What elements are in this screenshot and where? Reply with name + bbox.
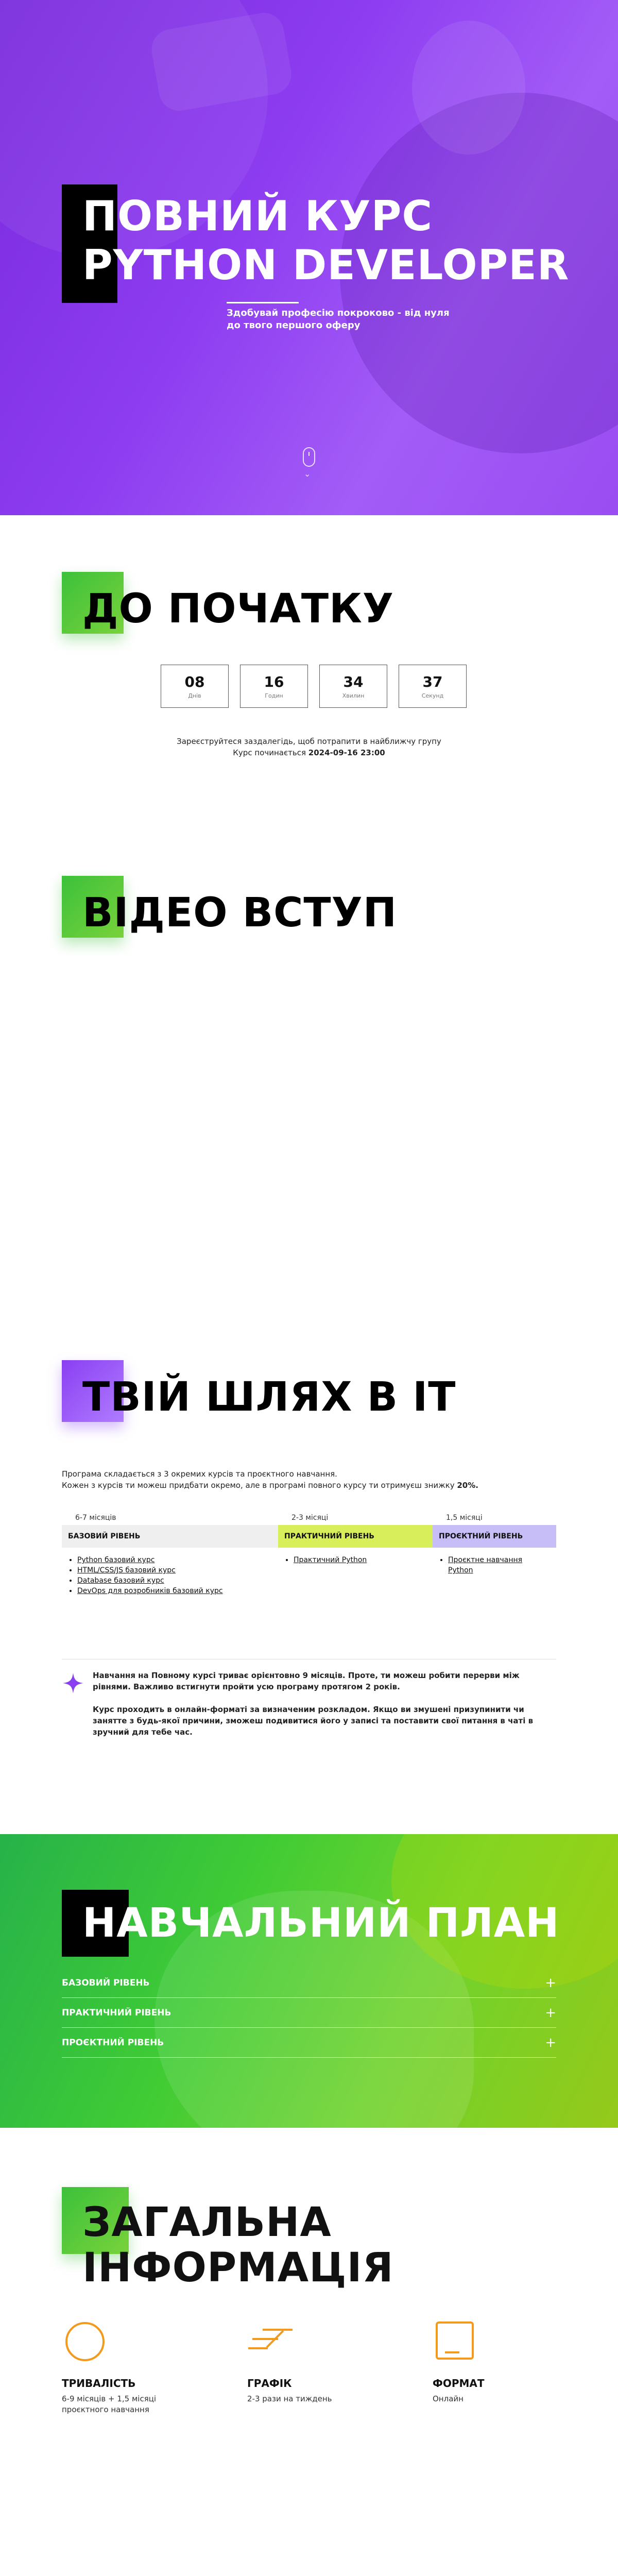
- countdown-hours: [240, 665, 308, 708]
- path-note-paragraph: Навчання на Повному курсі триває орієнтовно 9 місяців. Проте, ти можеш робити перерви між рівнями. Важливо встигнути пройти усю програму протягом 2 років.: [93, 1671, 520, 1691]
- info-title: [82, 2200, 394, 2291]
- duration-basic: 6-7 місяців: [75, 1514, 116, 1522]
- header-basic: БАЗОВИЙ РІВЕНЬ: [62, 1525, 278, 1548]
- hero-title: [82, 192, 597, 290]
- info-name: ФОРМАТ: [433, 2377, 485, 2389]
- hero-divider: [227, 302, 299, 303]
- plan-item-practical[interactable]: [62, 1998, 556, 2028]
- course-link[interactable]: • DevOps для розробників базовий курс: [77, 1586, 278, 1596]
- course-link[interactable]: • Практичний Python: [294, 1555, 433, 1565]
- course-link[interactable]: • Python базовий курс: [77, 1555, 278, 1565]
- path-title: ТВІЙ ШЛЯХ В IT: [82, 1374, 456, 1420]
- plan-item-basic[interactable]: [62, 1968, 556, 1998]
- path-note: [62, 1659, 556, 1749]
- basic-course-list: [62, 1548, 278, 1596]
- plan-item-label: БАЗОВИЙ РІВЕНЬ: [62, 1977, 150, 1988]
- plan-section: [0, 1834, 618, 2128]
- course-link[interactable]: • Проєктне навчання Python: [448, 1555, 525, 1575]
- plan-title: НАВЧАЛЬНИЙ ПЛАН: [82, 1900, 560, 1946]
- header-practical: ПРАКТИЧНИЙ РІВЕНЬ: [278, 1525, 433, 1548]
- info-duration: [62, 2318, 247, 2415]
- sparkle-icon: [62, 1672, 84, 1694]
- path-courses: [62, 1548, 556, 1596]
- countdown-label: Хвилин: [342, 692, 365, 699]
- path-table: [62, 1510, 556, 1596]
- plan-accordion: [62, 1968, 556, 2058]
- schedule-icon: [247, 2318, 294, 2365]
- start-date-prefix: Курс починається: [233, 748, 308, 757]
- countdown-label: Секунд: [421, 692, 444, 699]
- info-columns: [62, 2318, 556, 2415]
- countdown-value: 16: [264, 673, 284, 690]
- project-course-list: [433, 1548, 556, 1596]
- path-headers: [62, 1525, 556, 1548]
- info-name: ГРАФІК: [247, 2377, 292, 2389]
- duration-practical: 2-3 місяці: [291, 1514, 329, 1522]
- path-durations: [62, 1510, 556, 1525]
- hero-section: [0, 0, 618, 515]
- header-project: ПРОЄКТНИЙ РІВЕНЬ: [433, 1525, 556, 1548]
- info-text: Онлайн: [433, 2394, 464, 2403]
- video-player[interactable]: [62, 969, 556, 1340]
- countdown-minutes: [319, 665, 387, 708]
- countdown-value: 37: [422, 673, 443, 690]
- plan-item-label: ПРАКТИЧНИЙ РІВЕНЬ: [62, 2007, 171, 2018]
- info-text: 2-3 рази на тиждень: [247, 2394, 332, 2403]
- chevron-down-icon[interactable]: ⌄: [304, 469, 311, 479]
- plan-item-label: ПРОЄКТНИЙ РІВЕНЬ: [62, 2037, 164, 2048]
- plus-icon[interactable]: +: [545, 2005, 556, 2021]
- countdown-label: Годин: [265, 692, 283, 699]
- discount-value: 20%.: [457, 1481, 478, 1490]
- hero-title-line1: ПОВНИЙ КУРС: [82, 192, 433, 240]
- course-link[interactable]: • Database базовий курс: [77, 1575, 278, 1586]
- info-name: ТРИВАЛІСТЬ: [62, 2377, 136, 2389]
- plan-item-project[interactable]: [62, 2028, 556, 2058]
- video-title: ВІДЕО ВСТУП: [82, 890, 398, 936]
- path-note-paragraph: Курс проходить в онлайн-форматі за визначеним розкладом. Якщо ви змушені призупинити чи занятте з будь-якої причини, зможеш подивитися його у записі та поставити свої питання в чаті в зручний для тебе час.: [93, 1705, 534, 1737]
- countdown-days: [161, 665, 229, 708]
- duration-project: 1,5 місяці: [446, 1514, 483, 1522]
- path-intro: [62, 1468, 556, 1491]
- hero-title-line2: PYTHON DEVELOPER: [82, 241, 570, 289]
- countdown-value: 08: [184, 673, 205, 690]
- path-intro-line: Програма складається з 3 окремих курсів та проєктного навчання.: [62, 1469, 337, 1479]
- practical-course-list: [278, 1548, 433, 1596]
- info-title-line: ЗАГАЛЬНА: [82, 2199, 332, 2246]
- clock-icon: [62, 2318, 108, 2365]
- hero-decor: [412, 21, 525, 155]
- plus-icon[interactable]: +: [545, 2035, 556, 2050]
- path-intro-text: Кожен з курсів ти можеш придбати окремо, але в програмі повного курсу ти отримуєш знижку: [62, 1481, 457, 1490]
- countdown-timer: [161, 665, 467, 708]
- countdown-value: 34: [343, 673, 364, 690]
- hero-subtitle: Здобувай професію покроково - від нуля до твого першого оферу: [227, 308, 450, 331]
- plus-icon[interactable]: +: [545, 1975, 556, 1991]
- start-date: 2024-09-16 23:00: [308, 748, 385, 757]
- countdown-label: Днів: [188, 692, 201, 699]
- info-schedule: [247, 2318, 433, 2415]
- info-title-line: ІНФОРМАЦІЯ: [82, 2245, 394, 2291]
- path-intro-line: [62, 1480, 556, 1491]
- info-format: [433, 2318, 556, 2415]
- registration-note: [0, 736, 618, 758]
- start-date-line: [0, 747, 618, 758]
- course-link[interactable]: • HTML/CSS/JS базовий курс: [77, 1565, 278, 1575]
- screen-icon: [433, 2318, 479, 2365]
- info-text: 6-9 місяців + 1,5 місяці проєктного навчання: [62, 2394, 157, 2414]
- countdown-title: ДО ПОЧАТКУ: [82, 586, 394, 632]
- registration-note-line: Зареєструйтеся заздалегідь, щоб потрапити в найближчу групу: [177, 737, 441, 746]
- scroll-mouse-icon[interactable]: [303, 447, 315, 467]
- countdown-seconds: [399, 665, 467, 708]
